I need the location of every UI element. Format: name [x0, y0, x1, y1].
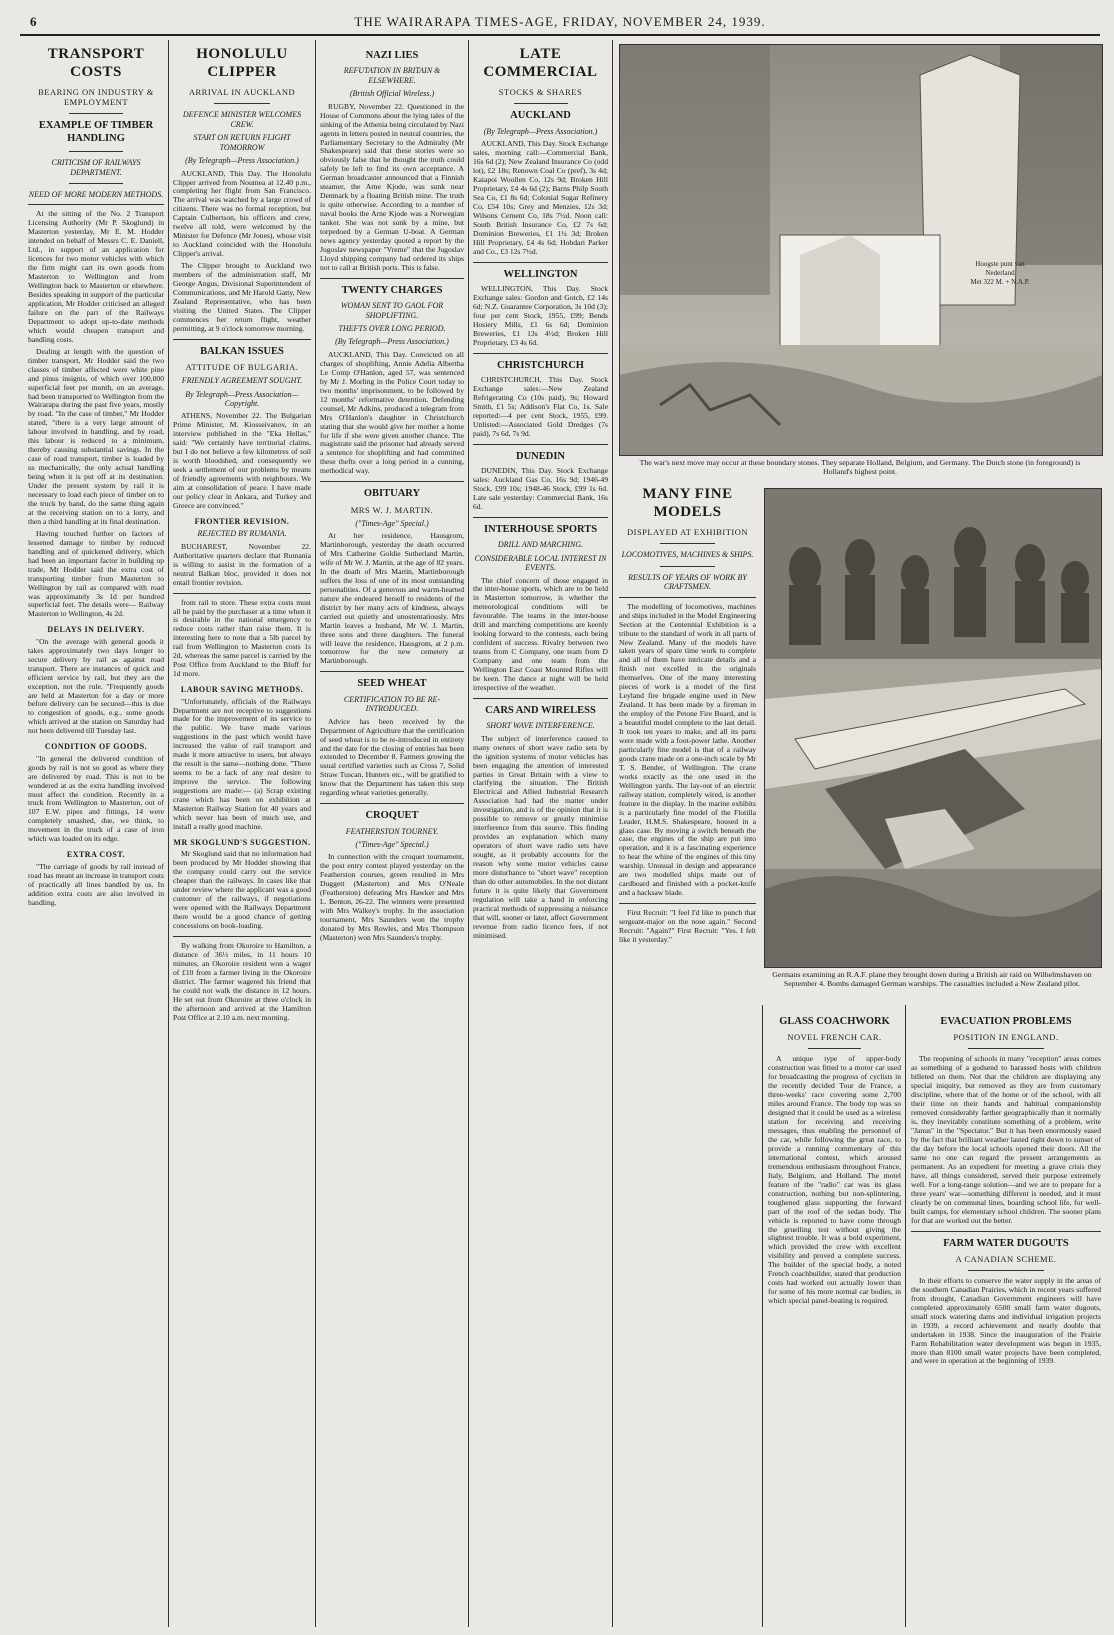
subheadline: EXAMPLE OF TIMBER HANDLING — [38, 120, 154, 144]
section-heading: CONDITION OF GOODS. — [44, 742, 148, 752]
credit-line: ("Times-Age" Special.) — [355, 840, 429, 850]
article-glass-coachwork — [768, 1010, 901, 1628]
paragraph: Mr Skoglund said that no information had been produced by Mr Hodder showing that the company could carry out the service cheaper than the railways. In cases like that under review where the applicant was a good customer of the railways, if negotiations were opened with the Railways Department there would be a good chance of getting concessions on book-loading. — [173, 849, 311, 930]
subheadline: CERTIFICATION TO BE RE-INTRODUCED. — [343, 694, 441, 714]
paragraph: Having touched further on factors of lessened damage to timber by reduced handling and of quickened delivery, which had been an important factor in building up trade, Mr Hodder said the extra cost of transporting timber from Masterton to Wellington by rail as compared with road was approximately 3s 1d per hundred superficial feet. The details were— Railway Masterton to Wellington, 4s 2d. — [28, 528, 164, 619]
paragraph: AUCKLAND, This Day. Convicted on all charges of shoplifting, Annie Adelia Albertha Le Comp O'Hanlon, aged 57, was sentenced by Mr J. Morling in the Police Court today to two months' imprisonment, to be followed by 12 months' reformative detention. Defending counsel, Mr Adkins, produced a telegram from Mrs O'Hanlon's daughter in Christchurch stating that she would give her mother a home for life if she were given another chance. The magistrate said the prisoner had already served a sentence for shoplifting and had committed these thefts over a long period in a cunning, methodical way. — [320, 349, 464, 476]
headline: INTERHOUSE SPORTS — [483, 523, 598, 535]
article-late-commercial — [473, 44, 608, 1629]
subheadline: BEARING ON INDUSTRY & EMPLOYMENT — [38, 87, 154, 108]
article-many-fine-models — [619, 484, 756, 1629]
paragraph: AUCKLAND, This Day. Stock Exchange sales, morning call:—Commercial Bank, 16s 6d (2); New Zealand Insurance Co (odd lot), £2 18s; Renown Coal Co (pref), 3s 4d; Kaiapoi Woollen Co, 12s 9d; Broken Hill Proprietary, £4 4s 6d (2); Barns Philp South Sea Co, £1 8s 6d; Colonial Sugar Refinery Co, £54 10s; Grey and Menzies, 12s 3d; Wilsons Cement Co, 18s 7½d. Noon call: South British Insurance Co, £2 7s 6d; Dominion Breweries, £1 1¼ 3d; Broken Hill Proprietary, £4 4s 6d; Hobdari Parker and Co., £3 12s 7½d. — [473, 139, 608, 256]
headline: LATE COMMERCIAL — [483, 46, 598, 80]
subheadline: A CANADIAN SCHEME. — [955, 1253, 1057, 1264]
subheadline: ATTITUDE OF BULGARIA. — [185, 362, 299, 373]
paragraph: DUNEDIN, This Day. Stock Exchange sales: Auckland Gas Co, 16s 9d; 1946-49 Stock, £99 10s; 1948-46 Stock, £99 1s 6d. Late sale yesterday: Commercial Bank, 16s 6d. — [473, 466, 608, 511]
article-nazi-lies — [320, 44, 464, 1629]
newspaper-title: THE WAIRARAPA TIMES-AGE, FRIDAY, NOVEMBER 24, 1939. — [354, 14, 766, 29]
subheadline: START ON RETURN FLIGHT TOMORROW — [193, 133, 291, 152]
paragraph: The subject of interference caused to many owners of short wave radio sets by the ignition systems of motor vehicles has been engaging the attention of interested parties in Great Britain with a view to clarifying the situation. The British Electrical and Allied Industrial Research Association had had the matter under investigation, and is of the opinion that it is possible to remove or greatly minimise interference from this source. This finding provides an explanation which many operators of short wave radio sets have sought, as it probably accounts for the reason why some motor vehicles cause more disturbance to "short wave" reception than do other automobiles. In the not distant future it is quite likely that Government regulation will take a hand in enforcing practical methods of suppressing a nuisance that will, sooner or later, affect Government revenue from radio licence fees, if not minimised. — [473, 733, 608, 940]
column-rule — [762, 1005, 763, 1627]
section-heading: DUNEDIN — [515, 450, 565, 462]
subheadline: DEFENCE MINISTER WELCOMES CREW. — [182, 110, 302, 129]
paragraph: "Unfortunately, officials of the Railways Department are not receptive to suggestions made for the improvement of its service to the public. We have made various suggestions in the past which would have increased the value of rail transport and made it more attractive to users, but always the result is the same—nothing done. "There seems to be a lack of any real desire to improve the service. The following suggestions are made:— (a) Scrap existing crane which has been on exhibition at Masterton Railway Station for 40 years and which never has been of much use, and install a really good machine. — [173, 696, 311, 831]
paragraph: AUCKLAND, This Day. The Honolulu Clipper arrived from Noumea at 12.40 p.m., completing her flight from San Francisco. The arrival was watched by a large crowd of citizens. There was no formal reception, but Captain Culbertson, his officers and crew, twelve all told, were welcomed by the Minister for Defence (Mr Jones), whose visit to Auckland coincided with the Honolulu Clipper's arrival. — [173, 168, 311, 259]
paragraph: By walking from Okoroire to Hamilton, a distance of 36½ miles, in 11 hours 10 minutes, an Okoroire resident won a wager of £10 from a farmer living in the Okoroire district. The farmer wagered his friend that he could not walk the distance in 12 hours. He set out from Okoroire at three o'clock in the afternoon and arrived at the Hamilton Post Office at 2.10 a.m. next morning. — [173, 940, 311, 1022]
subheadline: CRITICISM OF RAILWAYS DEPARTMENT. — [51, 158, 141, 177]
headline: TRANSPORT COSTS — [47, 46, 145, 80]
headline: OBITUARY — [363, 488, 421, 500]
section-heading: MR SKOGLUND'S SUGGESTION. — [173, 837, 311, 847]
paragraph: Dealing at length with the question of timber transport, Mr Hodder said the two classes of timber affected were white pine and pinus insignis, of which over 100,000 superficial feet per month, on an average, had been transported to Wellington from the Wairarapa during the past five years, mostly by road. "In the case of timber," Mr Hodder stated, "there is a very large amount of labour involved in handling, and by road, this labour is reduced to a minimum, thereby causing substantial savings. In the case of road transport, timber is loaded by us mechanically, the only actual handling being when it is put off at its destination. Under the present system by rail it is necessary to load each piece of timber on to the truck by hand, do the same thing again at the receiving station on to a lorry, and then a third handling at its final destination. — [28, 346, 164, 526]
subheadline: FEATHERSTON TOURNEY. — [345, 826, 439, 836]
article-honolulu-clipper — [173, 44, 311, 1629]
subheadline: STOCKS & SHARES — [498, 87, 583, 98]
recruit-joke: First Recruit: "I feel I'd like to punch that sergeant-major on the nose again." Second Recruit: "Again?" First Recruit: "Yes. I felt like it yesterday." — [619, 908, 756, 945]
raf-plane-image — [765, 489, 1101, 967]
paragraph: At the sitting of the No. 2 Transport Licensing Authority (Mr P. Skoglund) in Masterton yesterday, Mr E. M. Hodder intended on behalf of Messrs C. E. Daniell, Ltd., in support of an application for licences for two motor vehicles with which the firm might cart its own goods from Masterton to Wellington and from Wellington back to Masterton or elsewhere. Besides speaking in support of the particular application, Mr Hodder criticised an alleged failure on the part of the Railways Department to adopt up-to-date methods which would cheapen transport and handling costs. — [28, 209, 164, 344]
credit-line: ("Times-Age" Special.) — [355, 518, 429, 528]
masthead — [20, 8, 1100, 36]
paragraph: "On the average with general goods it takes approximately two days longer to secure delivery by rail as against road transport. There are instances of quick and efficient service by rail, but they are the exception, not the rule. "Frequently goods are held at Masterton for a day or more before delivery can be secured—this is due to congestion of goods, e.g., some goods which arrived at the station on Saturday had not been delivered till Tuesday last. — [28, 636, 164, 736]
paragraph: In connection with the croquet tournament, the post entry contest played yesterday on the Featherston courses, green resulted in Mrs Duggett (Masterton) and Mrs O'Neale (Featherston) defeating Mrs Hawker and Mrs L. Benton, 26-22. The winners were presented with Mrs Walkey's trophy. In the association tournament, Mrs Saunders won the trophy donated by Mrs Rowles, and Mrs Thompson (Masterton) won Mrs Saunders's trophy. — [320, 852, 464, 943]
section-heading: EXTRA COST. — [66, 850, 126, 860]
paragraph: The Clipper brought to Auckland two members of the administration staff, Mr George Angus, Divisional Superintendent of Communications, and Mr Harold Gatty, New Zealand Representative, who has been visiting the United States. The Clipper commences her return flight, weather permitting, at 9 o'clock tomorrow morning. — [173, 261, 311, 333]
paragraph: CHRISTCHURCH, This Day. Stock Exchange sales:—New Zealand Refrigerating Co (10s paid), 9s; Howard Smith, £1 5s; Addison's Flat Co, 1s. Sale reported:—4 per cent Stock, 1955, £99. Unlisted:—Associated Gold Dredges (7s paid), 7s 6d, 7s 9d. — [473, 375, 608, 438]
subheadline: THEFTS OVER LONG PERIOD. — [338, 324, 446, 334]
subheadline: WOMAN SENT TO GAOL FOR SHOPLIFTING. — [340, 301, 444, 320]
subheadline: DRILL AND MARCHING. — [497, 540, 584, 550]
column-rule — [905, 1005, 906, 1627]
subheadline: LOCOMOTIVES, MACHINES & SHIPS. — [621, 550, 754, 560]
section-heading: DELAYS IN DELIVERY. — [47, 625, 145, 635]
subheadline: ARRIVAL IN AUCKLAND — [188, 87, 296, 98]
paragraph: RUGBY, November 22. Questioned in the House of Commons about the lying tales of the sinking of the Athenia being circulated by Nazi agents in letters posted in neutral countries, the Parliamentary Secretary to the Admiralty (Mr Shakespeare) said that these stories were so obviously false that he thought the truth could safely be left to find its own acceptance. A German broadcaster announced that a Finnish steamer, the Arne Kjode, was sunk near Denmark by a floating British mine. The truth is quite otherwise. According to a number of naval books the Arne Kjode was a Norwegian tanker. She was not sunk by a mine, but torpedoed by a German U-boat. A German news agency yesterday quoted a report by the Jugoslav newspaper "Vreme" that the Jugoslav Lloyd shipping company had ordered its ships not to call at British ports. This is false. — [320, 101, 464, 272]
section-heading: LABOUR SAVING METHODS. — [180, 685, 304, 695]
boundary-stones-image — [620, 45, 1102, 455]
credit-line: (By Telegraph—Press Association.) — [483, 126, 598, 136]
section-heading: FRONTIER REVISION. — [194, 516, 290, 526]
paragraph: In their efforts to conserve the water supply in the areas of the southern Canadian Prairies, which in recent years suffered from drought, Canadian Government engineers will have completed approximately 6500 small farm water dugouts, small stock watering dams and individual irrigation projects in 1939, a record achievement and nearly double that undertaken in 1938. Since the inauguration of the Prairie Farm Rehabilitation water development was begun in 1935, more than 8100 small water projects have been completed, and were in operation at the beginning of 1939. — [911, 1275, 1101, 1366]
headline: NAZI LIES — [365, 50, 419, 61]
subheadline: FRIENDLY AGREEMENT SOUGHT. — [181, 376, 303, 386]
headline: HONOLULU CLIPPER — [196, 46, 288, 80]
subheadline: REFUTATION IN BRITAIN & ELSEWHERE. — [343, 66, 441, 85]
article-transport-costs — [28, 44, 164, 1629]
headline: FARM WATER DUGOUTS — [943, 1237, 1069, 1249]
subheadline: NOVEL FRENCH CAR. — [787, 1032, 882, 1043]
paragraph: The chief concern of those engaged in the inter-house sports, which are to be held in Masterton tomorrow, is whether the meteorological conditions will be favourable. The teams in the inter-house drill and marching competitions are keenly looking forward to the contests, each being confident of success. Rivalry between two teams from C Company, one team from D Company and one team from the Wellington East Coast Mounted Rifles will be keen. The dance at night will be held irrespective of the weather. — [473, 575, 608, 692]
article-evacuation-problems — [911, 1010, 1101, 1628]
paragraph: Advice has been received by the Department of Agriculture that the certification of seed wheat is to be re-introduced in entirety and the date for the closing of entries has been extended to December 8. Farmers growing the usual certified varieties such as Cross 7, Solid Straw Tuscan, Hunters etc., will be gratified to know that the Department has taken this step regarding wheat varieties generally. — [320, 716, 464, 798]
headline: SEED WHEAT — [357, 678, 427, 690]
paragraph: ATHENS, November 22. The Bulgarian Prime Minister, M. Kiosseivanov, in an interview published in the "Eka Hellas," said: "We certainly have territorial claims, but I do not believe a few kilometres of soil is worth bloodshed, and consequently we seek a settlement of our problems by means of friendly agreements with neighbours. We aim at consolidation of peace. I have made our policy clear in Ankara, and Turkey and Greece are convinced." — [173, 411, 311, 510]
paragraph: from rail to store. These extra costs must all be paid by the purchaser at a time when it is desirable in the national emergency to reduce costs rather than raise them. It is interesting here to note that a 5lb parcel by rail from Wellington to Masterton costs 1s 2d, whereas the same parcel is carried by the Post Office from Auckland to the Bluff for 1d more. — [173, 597, 311, 679]
page-number: 6 — [30, 14, 38, 29]
section-heading: CHRISTCHURCH — [497, 359, 584, 371]
credit-line: (By Telegraph—Press Association.) — [335, 337, 449, 347]
subheadline: NEED OF MORE MODERN METHODS. — [28, 190, 164, 200]
headline: GLASS COACHWORK — [779, 1016, 890, 1027]
paragraph: WELLINGTON, This Day. Stock Exchange sales: Gordon and Gotch, £2 14s 6d; N.Z. Guarantee Corporation, 3s 10d (3); four per cent Stock, 1955, £99; Bends Hosiery Mills, £1 6s 6d; Dominion Breweries, £1 13s 4½d; Broken Hill Proprietary, £3 4s 6d. — [473, 283, 608, 347]
paragraph: The modelling of locomotives, machines and ships included in the Model Engineering Section at the Centennial Exhibition is a tribute to the standard of work in all parts of New Zealand. Many of the models have taken years of spare time work to complete and all of them have intricate details and a finish not excelled in the originals themselves. One of the many interesting pieces of work is a model of the first Leyland fire brigade engine used in New Zealand. It has been made by a fireman in the employ of the Petone Fire Board, and is a beautiful model complete to the last detail. It took ten years to make, and all its parts were made with a foot-power lathe. Another particularly fine model is that of a railway goods crane made on a one-inch scale by Mr T. S. Bender, of Wellington. The crane works exactly as the one used in the Wellington yards. The lay-out of an electric railway station, completely wired, is another feature in the display. In the marine exhibits is a particularly fine model of the Flotilla Leader, H.M.S. Shakespeare, housed in a glass case. By moving a switch beneath the case, the engines of the ship are put into operation, and it is a fascinating experience to hear the whine of the engines of this tiny warship. Unusual in design and appearance are two modelled ships made out of cardboard and finished with a pocket-knife and a hacksaw blade. — [619, 601, 756, 898]
column-rule — [468, 40, 469, 1627]
paragraph: A unique type of upper-body construction was fitted to a motor car used for broadcasting the progress of cyclists in the recently decided Tour de France, a three-weeks' race covering some 2,700 miles around France. The body top was so designed that it could be used as a wireless station for receiving and receiving messages, thus enabling the personnel of the car, while following the great race, to provide a running commentary of this international contest, which aroused tremendous enthusiasm throughout France, Italy, Belgium, and Holland. The motel feature of the "radio" car was its glass construction, nothing but non-splintering, toughened glass supporting the forward part of the roof of the sedan body. The vehicle is reported to have come through the gruelling test without giving the slightest trouble. It was a bold experiment, which provided the crew with excellent visibility and proved a complete success. The builder of the special body, a noted French coachbuilder, stated that production costs had worked out actually lower than for some of his more normal car bodies, in which special panel-beating is required. — [768, 1054, 901, 1306]
paragraph: "The carriage of goods by rail instead of road has meant an increase in transport costs of practically all lines handled by us. In addition extra costs are also involved in handling. — [28, 861, 164, 907]
headline: EVACUATION PROBLEMS — [940, 1016, 1072, 1027]
headline: CROQUET — [365, 810, 419, 822]
photo-raf-plane — [764, 488, 1102, 968]
column-rule — [612, 40, 613, 1627]
subheadline: RESULTS OF YEARS OF WORK BY CRAFTSMEN. — [628, 572, 747, 592]
credit-line: By Telegraph—Press Association—Copyright. — [185, 389, 299, 408]
subheadline: POSITION IN ENGLAND. — [953, 1032, 1059, 1043]
stone-inscription-sub: Met 322 M. + N.A.P. — [970, 278, 1030, 287]
headline: MANY FINE MODELS — [642, 486, 733, 520]
section-heading: WELLINGTON — [503, 268, 578, 280]
paragraph: BUCHAREST, November 22. Authoritative quarters declare that Rumania is willing to assist in the formation of a neutral Balkan bloc, provided it does not entail frontier revision. — [173, 541, 311, 587]
photo-caption: The war's next move may occur at these boundary stones. They separate Holland, Belgium, and Germany. The Dutch stone (in foreground) is Holland's highest point. — [639, 458, 1081, 477]
subheadline: REJECTED BY RUMANIA. — [197, 529, 287, 539]
column-rule — [168, 40, 169, 1627]
subheadline: SHORT WAVE INTERFERENCE. — [486, 721, 595, 731]
paragraph: "In general the delivered condition of goods by rail is not so good as where they are delivered by road. This is not to be wondered at as the extra handling involved must affect the condition. Recently in a truck from Wellington to Masterton, out of 107 E.W. pipes and fittings, 14 were completely smashed, due, we think, to movement in the truck of a case of iron which was loaded on its edge. — [28, 753, 164, 844]
credit-line: (By Telegraph—Press Association.) — [185, 156, 299, 166]
subheadline: MRS W. J. MARTIN. — [350, 504, 434, 515]
stone-inscription: Hoogste punt van Nederland — [975, 260, 1025, 278]
paragraph: The reopening of schools in many "reception" areas comes as something of a godsend to harassed hosts with children billeted on them. Not that the children are displaying any special iniquity, but removed as they are from customary discipline, where that of the home or of the school, with all their time on their hands and habitual companionship removed considerably farther geographically than it normally is, they inevitably constitute something of a problem, write "Janus" in the "Spectator." But it has been enormously eased by the fact that brilliant weather lasted right down to sunset of the day before the local schools opened their doors. All the same no one can regard the present arrangements as permanent. As an expedient for meeting a grave crisis they have, all things considered, served their purpose extremely well. For a long-range solution—and we are to prepare for a three years' war—something different is needed, and it must clearly be on communal lines, boarding school life, for well-built camps, for elementary school children. The sooner plans for that are worked out the better. — [911, 1054, 1101, 1225]
headline: CARS AND WIRELESS — [485, 704, 596, 716]
headline: TWENTY CHARGES — [341, 284, 443, 296]
photo-caption: Germans examining an R.A.F. plane they brought down during a British air raid on Wilhelmshaven on September 4. Bombs damaged German warships. The casualties included a New Zealand pilot. — [772, 970, 1092, 989]
subheadline: DISPLAYED AT EXHIBITION — [626, 527, 749, 538]
photo-boundary-stones — [619, 44, 1103, 456]
headline: BALKAN ISSUES — [200, 345, 284, 357]
column-rule — [315, 40, 316, 1627]
credit-line: (British Official Wireless.) — [349, 89, 435, 99]
subheadline: CONSIDERABLE LOCAL INTEREST IN EVENTS. — [474, 553, 607, 573]
paragraph: At her residence, Hausgrom, Martinborough, yesterday the death occurred of Mrs Catherine Goldie Sutherland Martin, wife of Mr W. J. Martin, at the age of 82 years. In the death of Mrs Martin, Martinborough suffers the loss of one of its most outstanding personalities. Of a generous and warm-hearted nature she endeared herself to residents of the district by her many acts of kindness, always carried out quietly and unostentatiously. Mrs Martin leaves a husband, Mr W. J. Martin, three sons and three daughters. The funeral will leave the residence, Hausgrom, at 2 p.m. tomorrow for the new cemetery at Martinborough. — [320, 531, 464, 666]
section-heading: AUCKLAND — [510, 110, 571, 122]
